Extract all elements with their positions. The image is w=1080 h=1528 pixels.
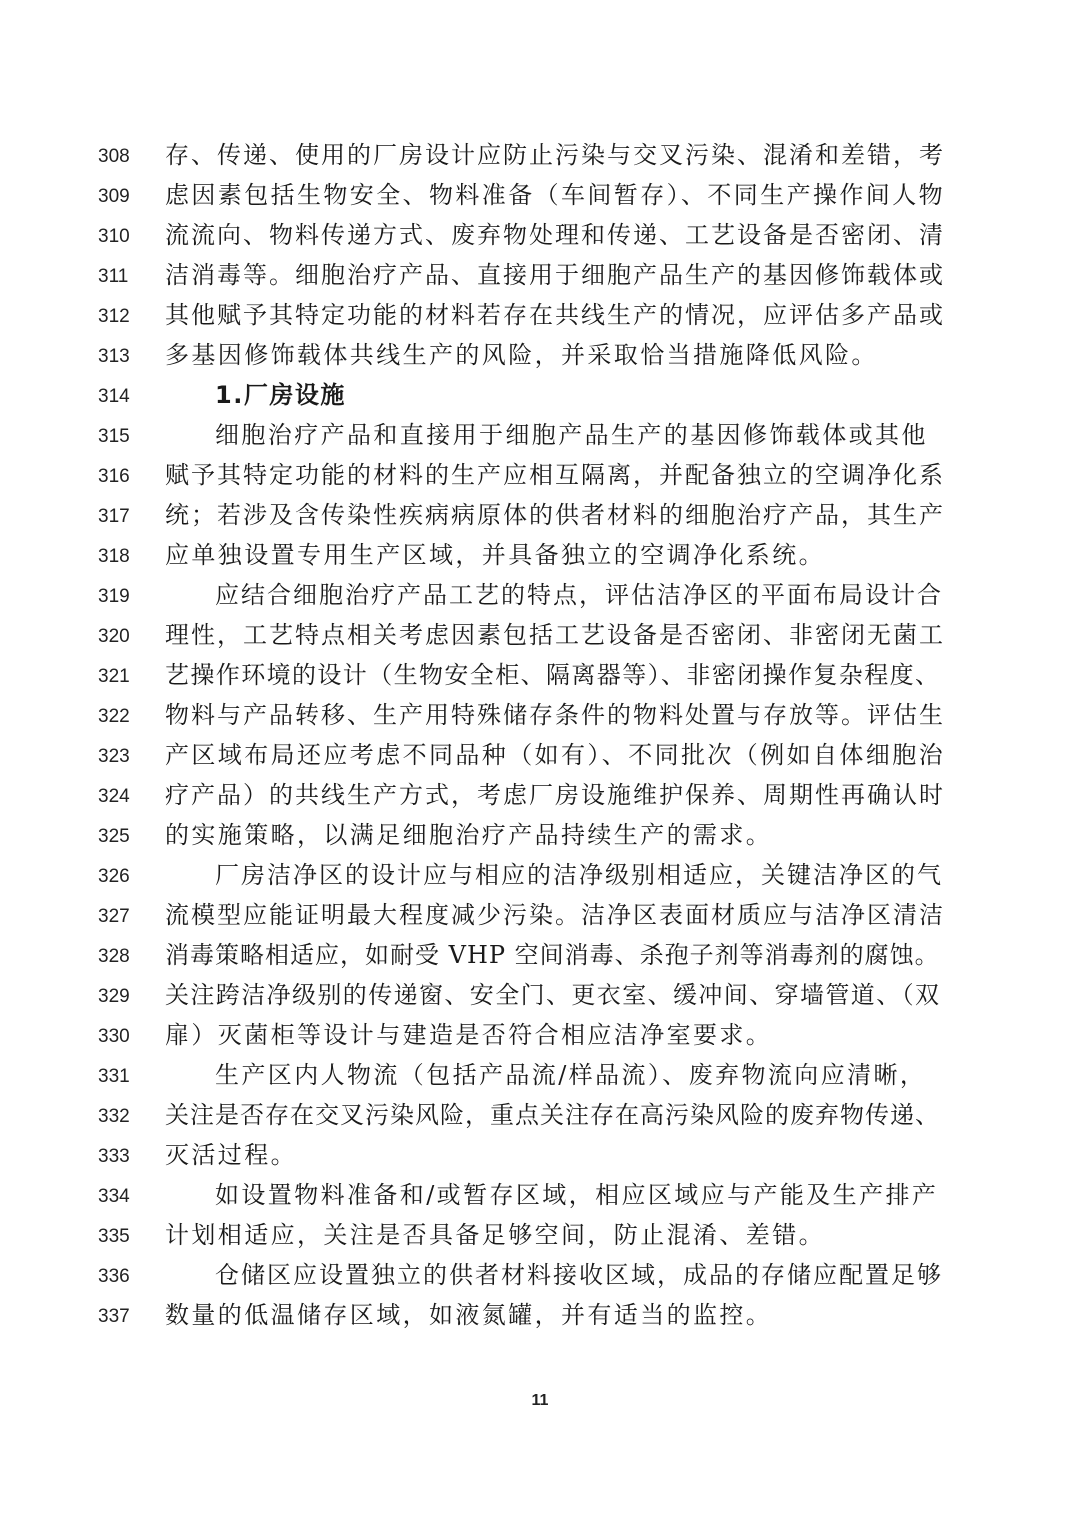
line-text: 灭活过程。 [165,1141,297,1169]
line-number: 317 [98,506,130,527]
line-text: 扉）灭菌柜等设计与建造是否符合相应洁净室要求。 [165,1021,773,1049]
line-text: 流流向、物料传递方式、废弃物处理和传递、工艺设备是否密闭、清 [165,221,945,249]
text-line [0,896,1080,936]
line-text: 关注是否存在交叉污染风险，重点关注存在高污染风险的废弃物传递、 [165,1101,940,1129]
text-line [0,1176,1080,1216]
paragraph-start-text: 如设置物料准备和/或暂存区域，相应区域应与产能及生产排产 [215,1181,939,1209]
line-text: 多基因修饰载体共线生产的风险，并采取恰当措施降低风险。 [165,341,878,369]
text-line [0,1056,1080,1096]
line-number: 308 [98,146,130,167]
text-line [0,136,1080,176]
line-text: 关注跨洁净级别的传递窗、安全门、更衣室、缓冲间、穿墙管道、（双 [165,981,941,1009]
line-number: 323 [98,746,130,767]
text-line [0,776,1080,816]
line-number: 311 [98,266,129,287]
text-line [0,816,1080,856]
line-text: 洁消毒等。细胞治疗产品、直接用于细胞产品生产的基因修饰载体或 [165,261,945,289]
text-line [0,696,1080,736]
paragraph-start-text: 仓储区应设置独立的供者材料接收区域，成品的存储应配置足够 [215,1261,943,1289]
line-number: 331 [98,1066,130,1087]
line-number: 333 [98,1146,130,1167]
line-number: 312 [98,306,130,327]
line-text: 产区域布局还应考虑不同品种（如有）、不同批次（例如自体细胞治 [165,741,945,769]
text-line [0,616,1080,656]
line-number: 325 [98,826,130,847]
line-text: 理性，工艺特点相关考虑因素包括工艺设备是否密闭、非密闭无菌工 [165,621,945,649]
line-number: 313 [98,346,130,367]
text-line [0,1136,1080,1176]
line-number: 329 [98,986,130,1007]
line-text: 流模型应能证明最大程度减少污染。洁净区表面材质应与洁净区清洁 [165,901,945,929]
line-number: 330 [98,1026,130,1047]
text-line [0,656,1080,696]
text-line [0,536,1080,576]
line-text: 艺操作环境的设计（生物安全柜、隔离器等）、非密闭操作复杂程度、 [165,661,941,689]
line-text: 应单独设置专用生产区域，并具备独立的空调净化系统。 [165,541,825,569]
line-number: 335 [98,1226,130,1247]
text-line [0,336,1080,376]
line-text: 数量的低温储存区域，如液氮罐，并有适当的监控。 [165,1301,773,1329]
line-number: 321 [98,666,130,687]
line-number: 309 [98,186,130,207]
line-number: 324 [98,786,130,807]
line-number: 310 [98,226,130,247]
text-line [0,176,1080,216]
text-line [0,1296,1080,1336]
text-line [0,976,1080,1016]
line-text: 消毒策略相适应，如耐受 VHP 空间消毒、杀孢子剂等消毒剂的腐蚀。 [165,941,940,969]
text-line [0,1256,1080,1296]
text-line [0,296,1080,336]
line-number: 315 [98,426,130,447]
paragraph-start-text: 厂房洁净区的设计应与相应的洁净级别相适应，关键洁净区的气 [215,861,943,889]
paragraph-start-text: 应结合细胞治疗产品工艺的特点，评估洁净区的平面布局设计合 [215,581,943,609]
line-text: 计划相适应，关注是否具备足够空间，防止混淆、差错。 [165,1221,825,1249]
text-line [0,216,1080,256]
line-number: 334 [98,1186,130,1207]
text-line [0,496,1080,536]
section-heading-line [0,376,1080,416]
line-text: 疗产品）的共线生产方式，考虑厂房设施维护保养、周期性再确认时 [165,781,945,809]
line-number: 337 [98,1306,130,1327]
line-number: 316 [98,466,130,487]
text-line [0,736,1080,776]
text-line [0,256,1080,296]
section-heading: 1.厂房设施 [215,381,346,409]
text-line [0,1216,1080,1256]
paragraph-start-text: 细胞治疗产品和直接用于细胞产品生产的基因修饰载体或其他 [215,421,928,449]
line-text: 物料与产品转移、生产用特殊储存条件的物料处置与存放等。评估生 [165,701,945,729]
line-number: 332 [98,1106,130,1127]
text-line [0,456,1080,496]
line-number: 328 [98,946,130,967]
line-number: 319 [98,586,130,607]
page-number: 11 [531,1392,549,1409]
line-number: 327 [98,906,130,927]
text-line [0,416,1080,456]
text-line [0,856,1080,896]
text-line [0,936,1080,976]
line-number: 336 [98,1266,130,1287]
line-number: 318 [98,546,130,567]
line-number: 320 [98,626,130,647]
line-text: 其他赋予其特定功能的材料若存在共线生产的情况，应评估多产品或 [165,301,945,329]
line-number: 322 [98,706,130,727]
line-text: 存、传递、使用的厂房设计应防止污染与交叉污染、混淆和差错，考 [165,141,945,169]
line-text: 的实施策略，以满足细胞治疗产品持续生产的需求。 [165,821,773,849]
text-line [0,1096,1080,1136]
line-number: 326 [98,866,130,887]
line-number: 314 [98,386,130,407]
text-line [0,1016,1080,1056]
line-text: 虑因素包括生物安全、物料准备（车间暂存）、不同生产操作间人物 [165,181,945,209]
text-line [0,576,1080,616]
paragraph-start-text: 生产区内人物流（包括产品流/样品流）、废弃物流向应清晰， [215,1061,927,1089]
line-text: 赋予其特定功能的材料的生产应相互隔离，并配备独立的空调净化系 [165,461,945,489]
line-text: 统；若涉及含传染性疾病病原体的供者材料的细胞治疗产品，其生产 [165,501,945,529]
text-body [0,136,1080,1336]
